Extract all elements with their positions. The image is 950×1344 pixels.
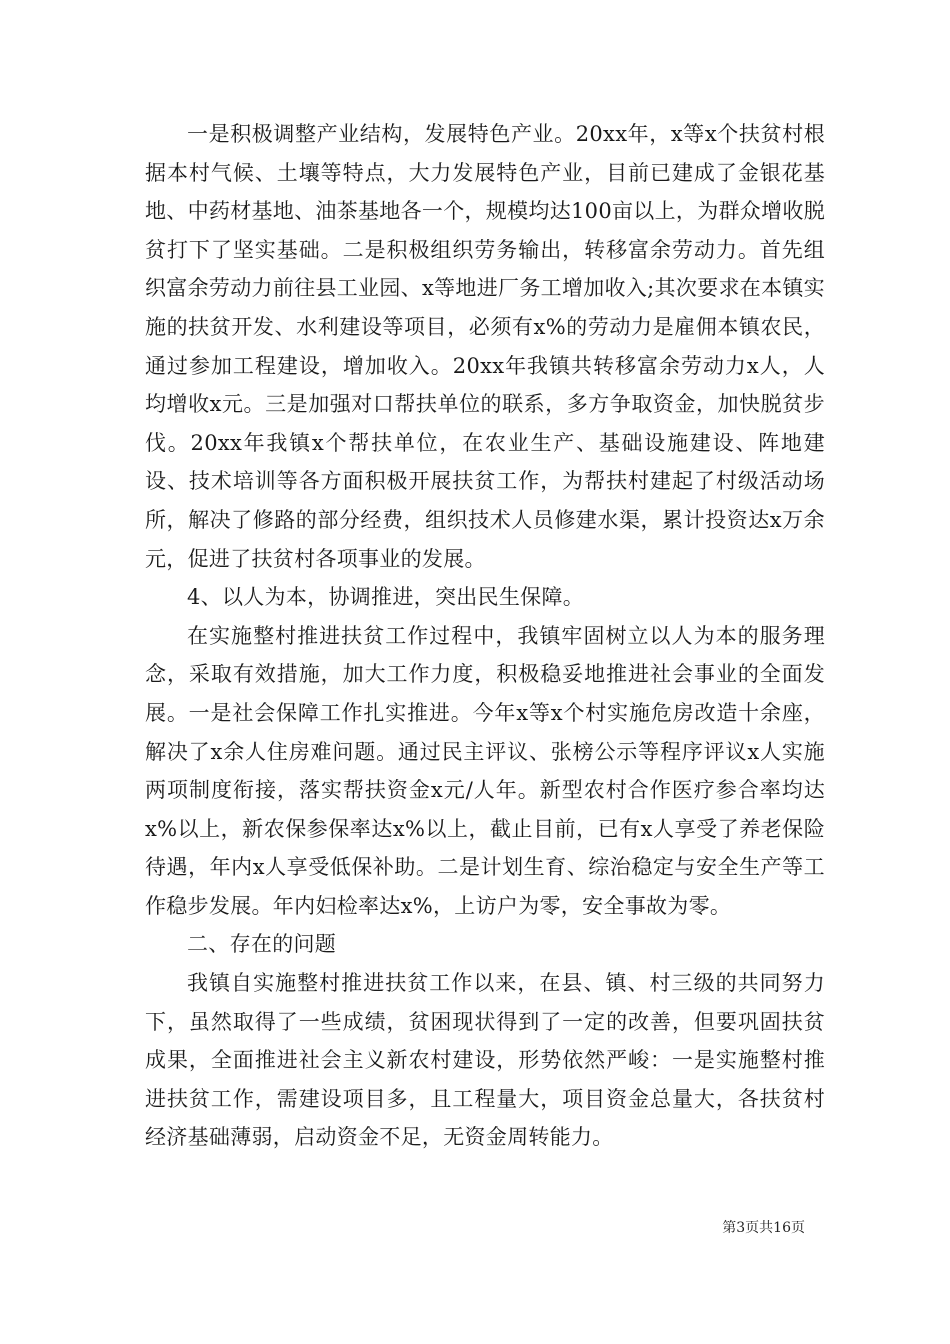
document-body <box>145 115 825 1157</box>
page-number-footer: 第3页共16页 <box>722 1220 805 1236</box>
paragraph-social-security: 在实施整村推进扶贫工作过程中，我镇牢固树立以人为本的服务理念，采取有效措施，加大工作力度，积极稳妥地推进社会事业的全面发展。一是社会保障工作扎实推进。今年x等x个村实施危房改造十余座，解决了x余人住房难问题。通过民主评议、张榜公示等程序评议x人实施两项制度衔接，落实帮扶资金x元/人年。新型农村合作医疗参合率均达x%以上，新农保参保率达x%以上，截止目前，已有x人享受了养老保险待遇，年内x人享受低保补助。二是计划生育、综治稳定与安全生产等工作稳步发展。年内妇检率达x%，上访户为零，安全事故为零。 <box>145 623 825 918</box>
paragraph-problems-detail: 我镇自实施整村推进扶贫工作以来，在县、镇、村三级的共同努力下，虽然取得了一些成绩，贫困现状得到了一定的改善，但要巩固扶贫成果，全面推进社会主义新农村建设，形势依然严峻：一是实施整村推进扶贫工作，需建设项目多，且工程量大，项目资金总量大，各扶贫村经济基础薄弱，启动资金不足，无资金周转能力。 <box>145 971 825 1150</box>
paragraph-industry-development: 一是积极调整产业结构，发展特色产业。20xx年，x等x个扶贫村根据本村气候、土壤等特点，大力发展特色产业，目前已建成了金银花基地、中药材基地、油茶基地各一个，规模均达100亩以上，为群众增收脱贫打下了坚实基础。二是积极组织劳务输出，转移富余劳动力。首先组织富余劳动力前往县工业园、x等地进厂务工增加收入;其次要求在本镇实施的扶贫开发、水利建设等项目，必须有x%的劳动力是雇佣本镇农民，通过参加工程建设，增加收入。20xx年我镇共转移富余劳动力x人，人均增收x元。三是加强对口帮扶单位的联系，多方争取资金，加快脱贫步伐。20xx年我镇x个帮扶单位，在农业生产、基础设施建设、阵地建设、技术培训等各方面积极开展扶贫工作，为帮扶村建起了村级活动场所，解决了修路的部分经费，组织技术人员修建水渠，累计投资达x万余元，促进了扶贫村各项事业的发展。 <box>145 122 825 571</box>
section-heading-people-oriented: 4、以人为本，协调推进，突出民生保障。 <box>187 585 585 610</box>
section-heading-existing-problems: 二、存在的问题 <box>187 932 337 957</box>
